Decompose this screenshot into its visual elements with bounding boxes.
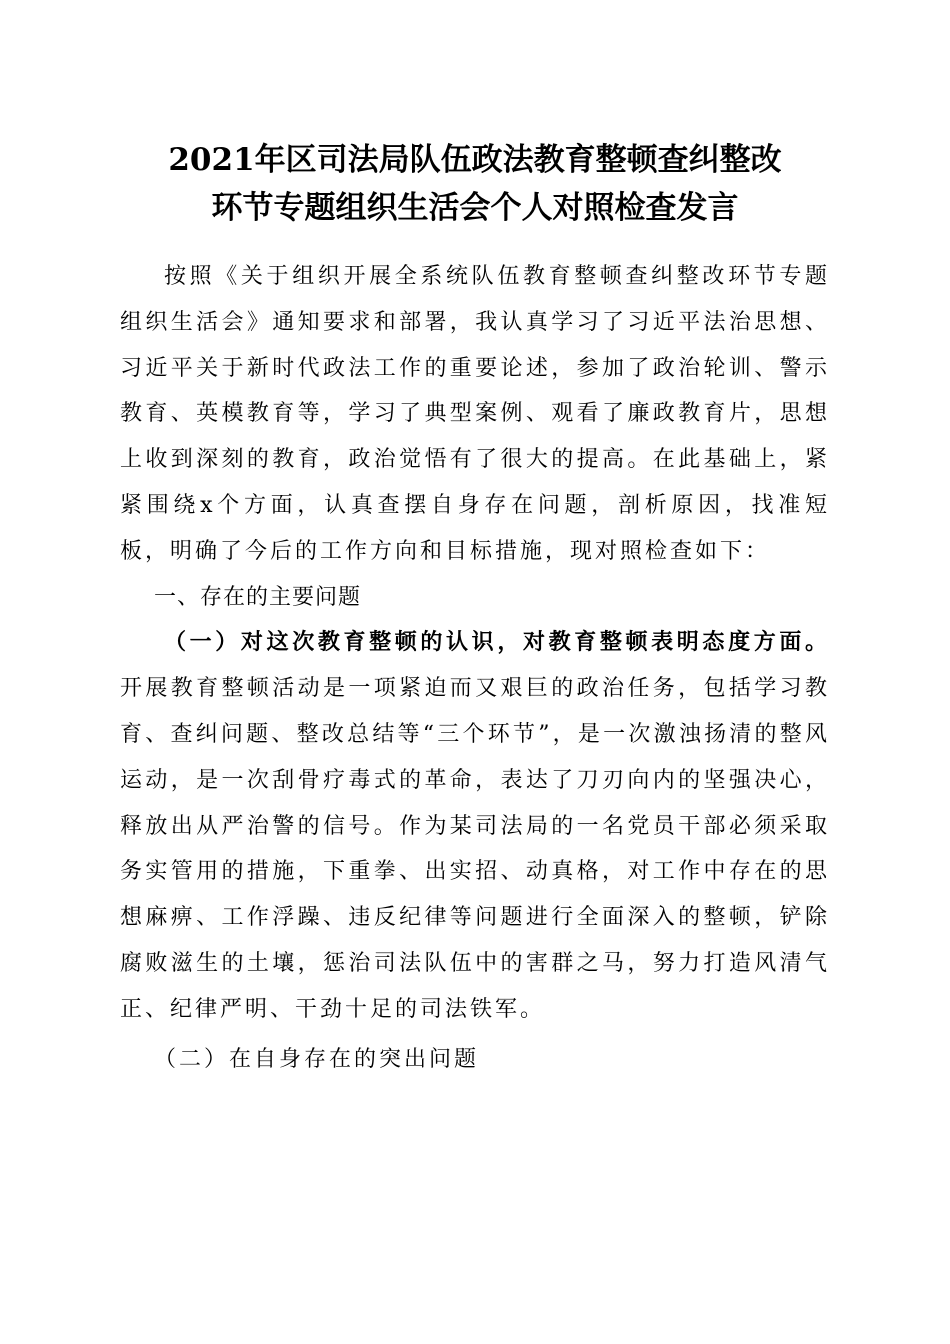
subsection-1-body: 开展教育整顿活动是一项紧迫而又艰巨的政治任务，包括学习教育、查纠问题、整改总结等“三个环节”，是一次激浊扬清的整风运动，是一次刮骨疗毒式的革命，表达了刀刃向内的坚强决心，释放出从严治警的信号。作为某司法局的一名党员干部必须采取务实管用的措施，下重拳、出实招、动真格，对工作中存在的思想麻痹、工作浮躁、违反纪律等问题进行全面深入的整顿，铲除腐败滋生的土壤，惩治司法队伍中的害群之马，努力打造风清气正、纪律严明、干劲十足的司法铁军。 [120,676,830,1022]
title-line-2: 环节专题组织生活会个人对照检查发言 [211,190,739,226]
document-body [120,254,830,1082]
subsection-1-paragraph [120,620,830,1032]
intro-paragraph: 按照《关于组织开展全系统队伍教育整顿查纠整改环节专题组织生活会》通知要求和部署，我认真学习了习近平法治思想、习近平关于新时代政法工作的重要论述，参加了政治轮训、警示教育、英模教育等，学习了典型案例、观看了廉政教育片，思想上收到深刻的教育，政治觉悟有了很大的提高。在此基础上，紧紧围绕x个方面，认真查摆自身存在问题，剖析原因，找准短板，明确了今后的工作方向和目标措施，现对照检查如下： [120,264,830,564]
title-line-1: 2021年区司法局队伍政法教育整顿查纠整改 [168,142,782,178]
document-title [100,136,850,232]
subsection-1-heading: （一）对这次教育整顿的认识，对教育整顿表明态度方面。 [164,629,830,656]
section-heading-main-problems: 一、存在的主要问题 [154,584,362,610]
subsection-2-heading: （二）在自身存在的突出问题 [154,1046,480,1072]
